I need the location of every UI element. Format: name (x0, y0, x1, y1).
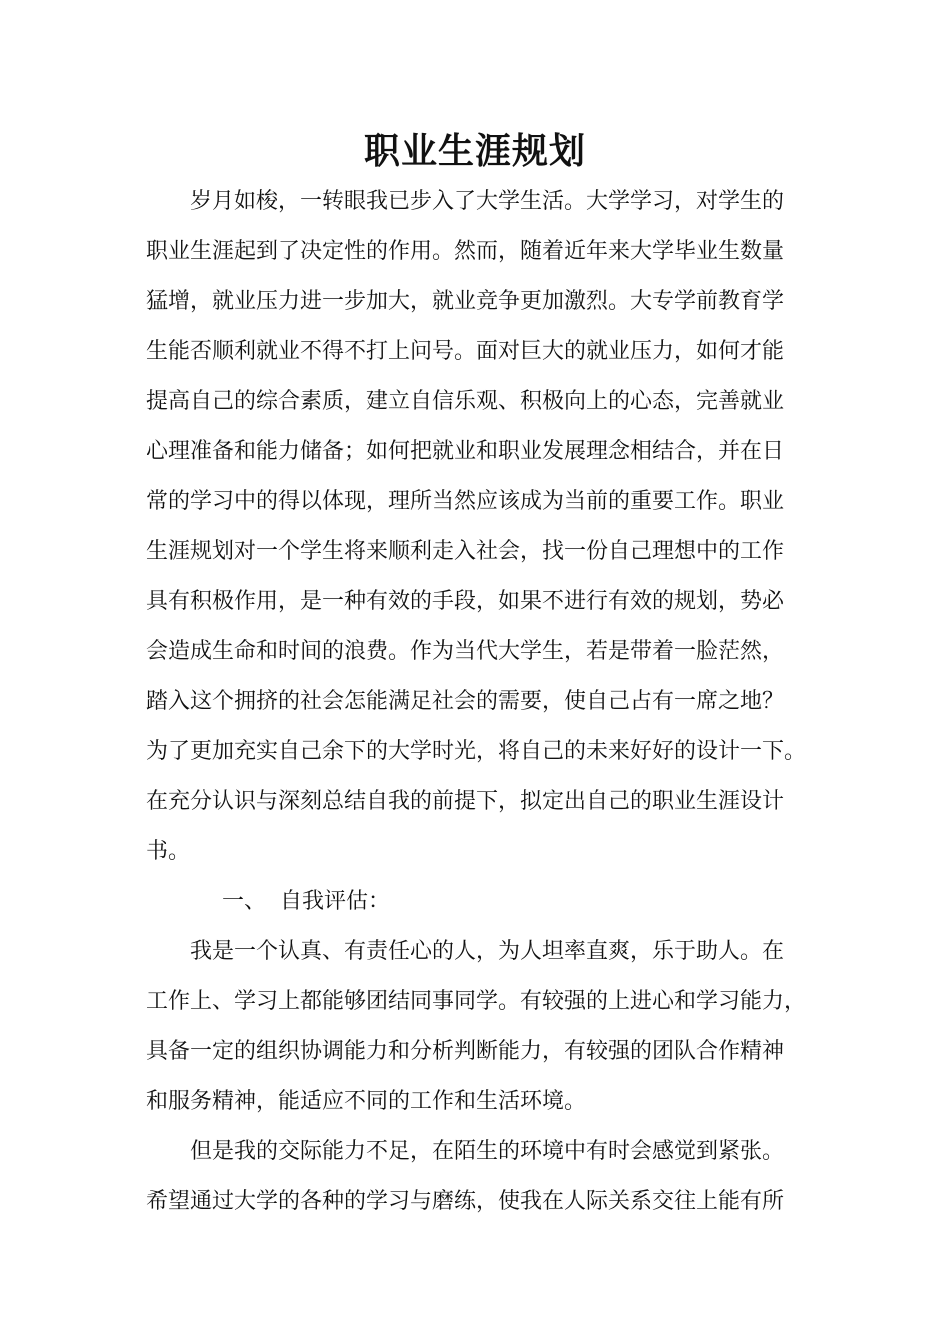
paragraph-1-line: 在充分认识与深刻总结自我的前提下，拟定出自己的职业生涯设计 (146, 789, 785, 814)
paragraph-3-line: 希望通过大学的各种的学习与磨练，使我在人际关系交往上能有所 (146, 1189, 785, 1214)
paragraph-1-line: 会造成生命和时间的浪费。作为当代大学生，若是带着一脸茫然， (146, 639, 785, 664)
paragraph-2-line: 具备一定的组织协调能力和分析判断能力，有较强的团队合作精神 (146, 1039, 785, 1064)
paragraph-1-line: 岁月如梭，一转眼我已步入了大学生活。大学学习，对学生的 (190, 189, 785, 214)
paragraph-1-line: 职业生涯起到了决定性的作用。然而，随着近年来大学毕业生数量 (146, 239, 785, 264)
paragraph-1-line: 生能否顺利就业不得不打上问号。面对巨大的就业压力，如何才能 (146, 339, 785, 364)
paragraph-2-line: 工作上、学习上都能够团结同事同学。有较强的上进心和学习能力， (146, 989, 807, 1014)
paragraph-1-line: 猛增，就业压力进一步加大，就业竞争更加激烈。大专学前教育学 (146, 289, 785, 314)
paragraph-2-line: 我是一个认真、有责任心的人，为人坦率直爽，乐于助人。在 (190, 939, 785, 964)
paragraph-1-line: 为了更加充实自己余下的大学时光，将自己的未来好好的设计一下。 (146, 739, 807, 764)
paragraph-2-line: 和服务精神，能适应不同的工作和生活环境。 (146, 1089, 587, 1114)
section-title: 自我评估： (280, 889, 391, 914)
paragraph-1-line: 踏入这个拥挤的社会怎能满足社会的需要，使自己占有一席之地？ (146, 689, 785, 714)
paragraph-1-line: 心理准备和能力储备；如何把就业和职业发展理念相结合，并在日 (146, 439, 785, 464)
paragraph-1-line: 常的学习中的得以体现，理所当然应该成为当前的重要工作。职业 (146, 489, 785, 514)
paragraph-3-line: 但是我的交际能力不足，在陌生的环境中有时会感觉到紧张。 (190, 1139, 785, 1164)
paragraph-1-line: 具有积极作用，是一种有效的手段，如果不进行有效的规划，势必 (146, 589, 785, 614)
section-heading (222, 887, 390, 917)
section-number: 一、 (222, 889, 267, 914)
paragraph-1-line: 提高自己的综合素质，建立自信乐观、积极向上的心态，完善就业 (146, 389, 785, 414)
paragraph-1-line: 书。 (146, 839, 191, 864)
paragraph-1-line: 生涯规划对一个学生将来顺利走入社会，找一份自己理想中的工作 (146, 539, 785, 564)
document-title: 职业生涯规划 (363, 131, 586, 172)
